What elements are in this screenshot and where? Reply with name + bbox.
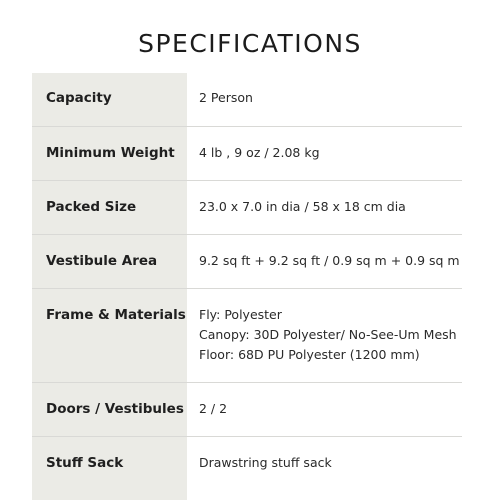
spec-value-line: 4 lb , 9 oz / 2.08 kg — [199, 145, 320, 160]
spec-value — [199, 88, 253, 108]
spec-value-line: 23.0 x 7.0 in dia / 58 x 18 cm dia — [199, 199, 406, 214]
spec-label: Packed Size — [46, 199, 137, 215]
spec-table — [32, 73, 462, 492]
spec-value-line: Fly: Polyester — [199, 307, 282, 322]
spec-value-line: 2 Person — [199, 90, 253, 105]
spec-label: Stuff Sack — [46, 455, 124, 471]
spec-value-line: Drawstring stuff sack — [199, 455, 332, 470]
spec-row-minimum-weight — [32, 127, 462, 181]
spec-value-line: 9.2 sq ft + 9.2 sq ft / 0.9 sq m + 0.9 sq m — [199, 253, 460, 268]
spec-label: Doors / Vestibules — [46, 401, 184, 417]
spec-label: Minimum Weight — [46, 145, 175, 161]
spec-label: Capacity — [46, 90, 112, 106]
spec-value-line: Canopy: 30D Polyester/ No-See-Um Mesh — [199, 327, 457, 342]
spec-value — [199, 143, 320, 163]
spec-row-doors-vestibules — [32, 383, 462, 437]
spec-value — [199, 399, 227, 419]
spec-row-packed-size — [32, 181, 462, 235]
spec-value-line: 2 / 2 — [199, 401, 228, 416]
spec-label: Vestibule Area — [46, 253, 158, 269]
spec-row-capacity — [32, 73, 462, 127]
spec-row-stuff-sack — [32, 437, 462, 492]
spec-value — [199, 197, 406, 217]
spec-label: Frame & Materials — [46, 307, 186, 323]
spec-row-vestibule-area — [32, 235, 462, 289]
spec-value — [199, 305, 457, 365]
spec-value-line: Floor: 68D PU Polyester (1200 mm) — [199, 347, 420, 362]
page-title: SPECIFICATIONS — [138, 29, 362, 58]
spec-value — [199, 251, 460, 271]
spec-row-frame-materials — [32, 289, 462, 383]
spec-value — [199, 453, 332, 473]
